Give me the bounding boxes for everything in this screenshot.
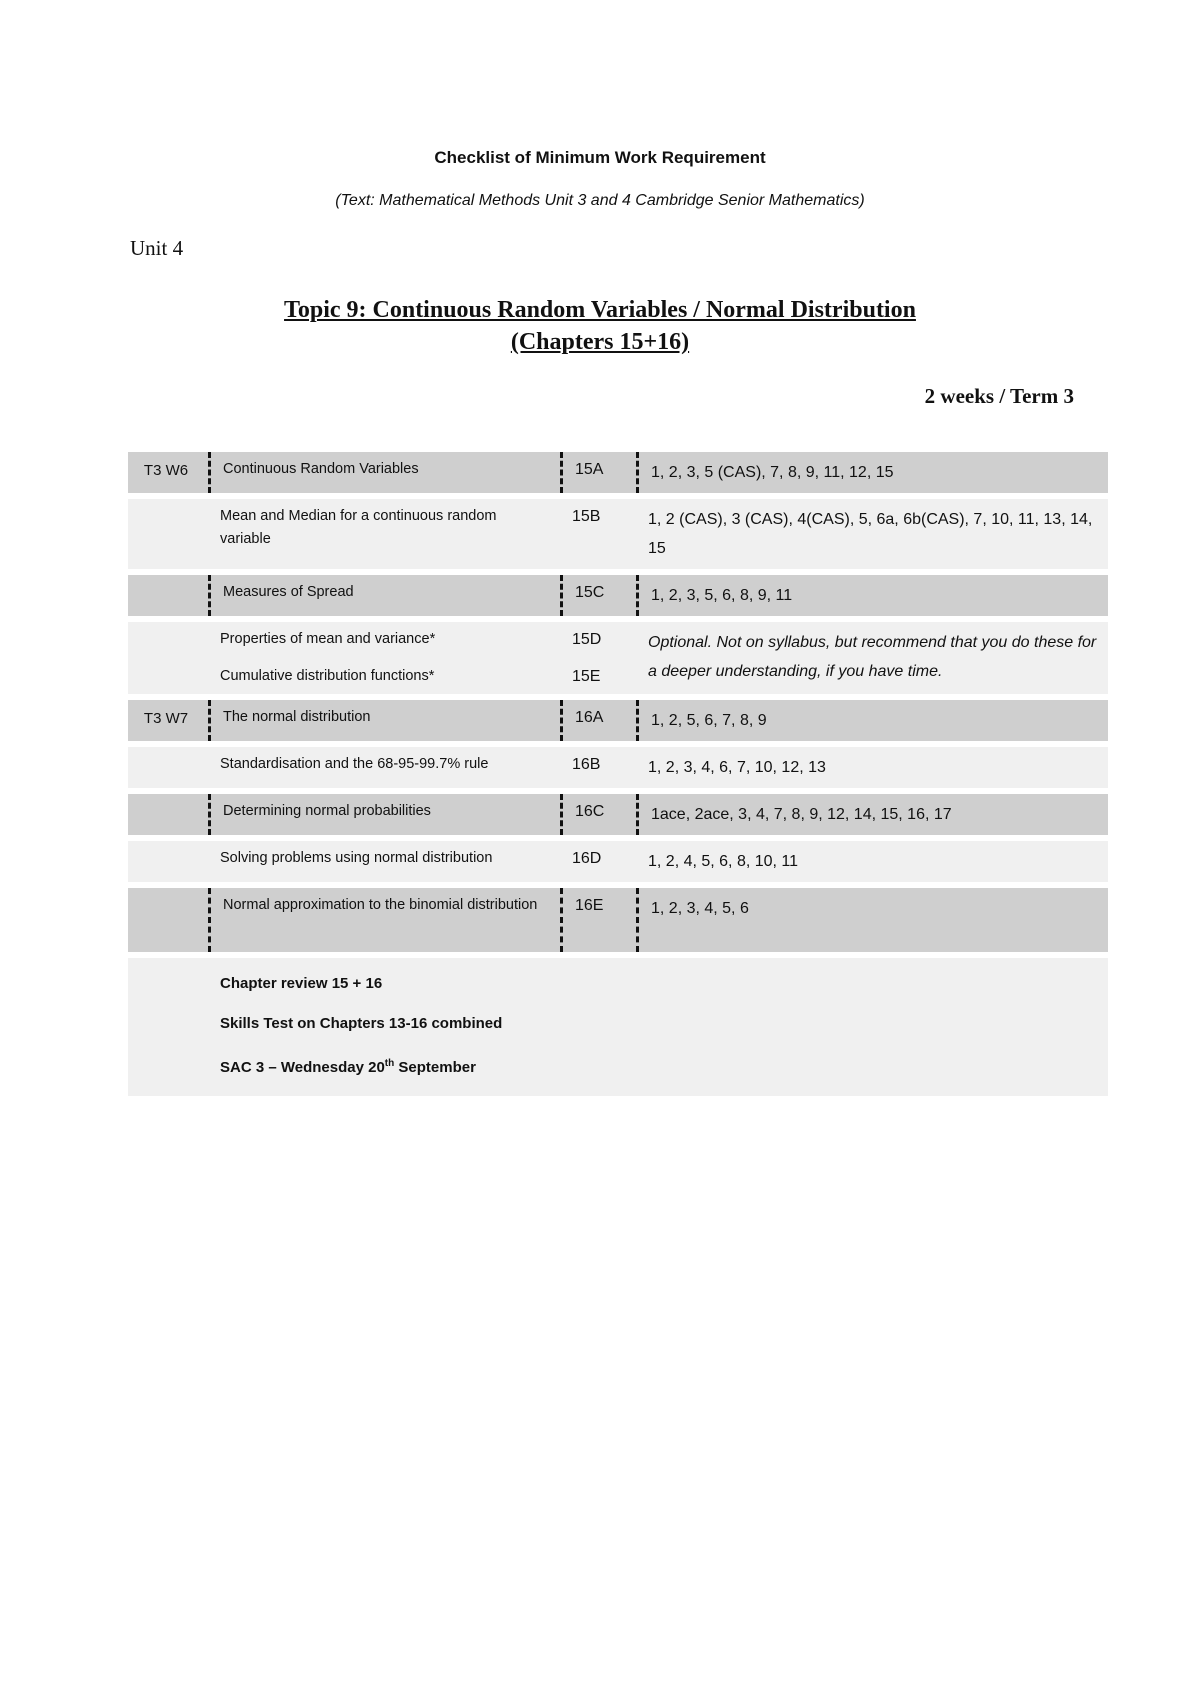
questions-cell: 1, 2, 3, 5, 6, 8, 9, 11 xyxy=(636,575,1108,616)
questions-cell: 1, 2, 4, 5, 6, 8, 10, 11 xyxy=(636,841,1108,882)
table-row xyxy=(128,841,1108,882)
topic-cell: Determining normal probabilities xyxy=(208,794,556,835)
exercise-cell xyxy=(560,622,632,694)
week-cell xyxy=(128,575,204,616)
topic-title xyxy=(0,294,1200,358)
sac-item xyxy=(220,1044,502,1088)
exercise-line: 15D xyxy=(572,631,602,648)
week-cell xyxy=(128,841,204,882)
topic-cell: Normal approximation to the binomial distribution xyxy=(208,888,556,952)
exercise-cell: 16D xyxy=(560,841,632,882)
questions-cell: 1, 2 (CAS), 3 (CAS), 4(CAS), 5, 6a, 6b(CAS), 7, 10, 11, 13, 14, 15 xyxy=(636,499,1108,569)
week-cell xyxy=(128,888,204,952)
topic-cell xyxy=(208,622,556,694)
questions-cell: Optional. Not on syllabus, but recommend that you do these for a deeper understanding, if you have time. xyxy=(636,622,1108,694)
week-cell xyxy=(128,958,204,1096)
week-cell xyxy=(128,747,204,788)
questions-cell: 1, 2, 3, 5 (CAS), 7, 8, 9, 11, 12, 15 xyxy=(636,452,1108,493)
topic-cell: Standardisation and the 68-95-99.7% rule xyxy=(208,747,556,788)
unit-label: Unit 4 xyxy=(130,236,184,260)
exercise-cell: 15B xyxy=(560,499,632,569)
review-list xyxy=(208,958,514,1096)
questions-cell: 1, 2, 5, 6, 7, 8, 9 xyxy=(636,700,1108,741)
sac-date-text: SAC 3 – Wednesday 20 xyxy=(220,1059,385,1076)
exercise-cell: 15A xyxy=(560,452,632,493)
topic-cell: Measures of Spread xyxy=(208,575,556,616)
questions-cell: 1ace, 2ace, 3, 4, 7, 8, 9, 12, 14, 15, 16, 17 xyxy=(636,794,1108,835)
document-title: Checklist of Minimum Work Requirement xyxy=(434,148,766,167)
week-cell: T3 W6 xyxy=(143,462,189,479)
topic-line: Cumulative distribution functions* xyxy=(220,668,435,684)
questions-cell: 1, 2, 3, 4, 5, 6 xyxy=(636,888,1108,952)
checklist-table xyxy=(128,452,1108,1102)
exercise-cell: 16B xyxy=(560,747,632,788)
week-cell xyxy=(128,622,204,694)
document-subtitle: (Text: Mathematical Methods Unit 3 and 4 Cambridge Senior Mathematics) xyxy=(335,192,865,209)
topic-cell: Mean and Median for a continuous random variable xyxy=(208,499,556,569)
table-row xyxy=(128,575,1108,616)
week-cell: T3 W7 xyxy=(143,710,189,727)
sac-month-text: September xyxy=(394,1059,476,1076)
exercise-cell: 16A xyxy=(560,700,632,741)
table-row xyxy=(128,499,1108,569)
skills-test-item: Skills Test on Chapters 13-16 combined xyxy=(220,1015,503,1032)
topic-cell: Solving problems using normal distribution xyxy=(208,841,556,882)
topic-title-line-2: (Chapters 15+16) xyxy=(510,329,690,355)
exercise-cell: 16E xyxy=(560,888,632,952)
topic-cell: The normal distribution xyxy=(208,700,556,741)
table-row xyxy=(128,888,1108,952)
duration-label: 2 weeks / Term 3 xyxy=(924,384,1074,408)
questions-cell: 1, 2, 3, 4, 6, 7, 10, 12, 13 xyxy=(636,747,1108,788)
table-row xyxy=(128,622,1108,694)
topic-cell: Continuous Random Variables xyxy=(208,452,556,493)
exercise-line: 15E xyxy=(572,668,601,685)
table-row xyxy=(128,700,1108,741)
topic-title-line-1: Topic 9: Continuous Random Variables / Normal Distribution xyxy=(284,297,916,323)
sac-date-ordinal: th xyxy=(384,1058,395,1069)
table-row xyxy=(128,452,1108,493)
review-row xyxy=(128,958,1108,1096)
week-cell xyxy=(128,794,204,835)
exercise-cell: 15C xyxy=(560,575,632,616)
chapter-review-item: Chapter review 15 + 16 xyxy=(220,975,383,992)
table-row xyxy=(128,747,1108,788)
exercise-cell: 16C xyxy=(560,794,632,835)
week-cell xyxy=(128,499,204,569)
table-row xyxy=(128,794,1108,835)
topic-line: Properties of mean and variance* xyxy=(220,631,436,647)
